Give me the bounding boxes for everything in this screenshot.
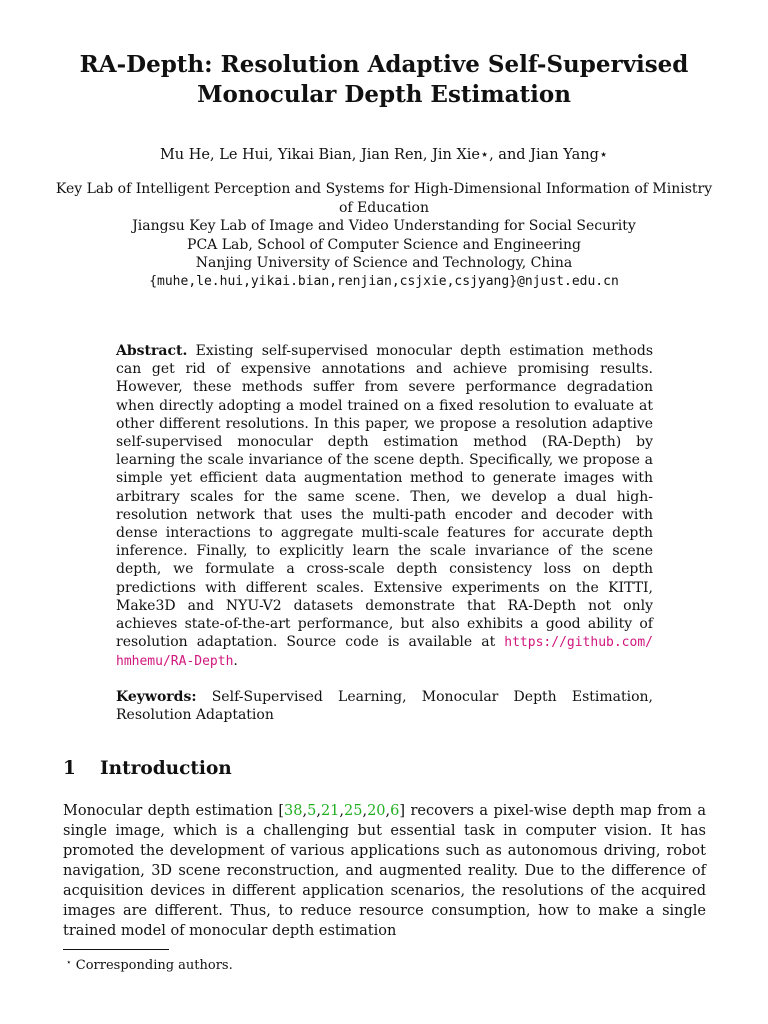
keywords-label: Keywords: <box>116 689 197 705</box>
footnote <box>66 954 233 975</box>
citation-link[interactable]: 5 <box>307 803 317 819</box>
keywords <box>116 688 653 724</box>
section-heading <box>63 757 232 781</box>
intro-text-after: ] recovers a pixel-wise depth map from a single image, which is a challenging but essential task in computer vision. It has promoted the development of various applications such as autonomous driving, robot navigation, 3D scene reconstruction, and augmented reality. Due to the difference of acquisition devices in different application scenarios, the resolutions of the acquired images are different. Thus, to reduce resource consumption, how to make a single trained model of monocular depth estimation <box>63 803 706 939</box>
citation-link[interactable]: 38 <box>284 803 303 819</box>
intro-paragraph: Monocular depth estimation [38,5,21,25,20,6] recovers a pixel-wise depth map from a single image, which is a challenging but essential task in computer vision. It has promoted the development of various applications such as autonomous driving, robot navigation, 3D scene reconstruction, and augmented reality. Due to the difference of acquisition devices in different application scenarios, the resolutions of the acquired images are different. Thus, to reduce resource consumption, how to make a single trained model of monocular depth estimation <box>63 803 706 939</box>
abstract-end: . <box>233 653 238 670</box>
footnote-text: Corresponding authors. <box>75 958 233 973</box>
paper-title-line-2: Monocular Depth Estimation <box>197 81 571 108</box>
footnote-star-icon: ⋆ <box>66 958 72 968</box>
citation-link[interactable]: 21 <box>320 803 340 819</box>
abstract-text: Existing self-supervised monocular depth estimation methods can get rid of expensive annotations and achieve promising results. However, these methods suffer from severe performance degradation when directly adopting a model trained on a fixed resolution to evaluate at other different resolutions. In this paper, we propose a resolution adaptive self-supervised monocular depth estimation method (RA-Depth) by learning the scale invariance of the scene depth. Specifically, we propose a simple yet efficient data augmentation method to generate images with arbitrary scales for the same scene. Then, we develop a dual high-resolution network that uses the multi-path encoder and decoder with dense interactions to aggregate multi-scale features for accurate depth inference. Finally, to explicitly learn the scale invariance of the scene depth, we formulate a cross-scale depth consistency loss on depth predictions with different scales. Extensive experiments on the KITTI, Make3D and NYU-V2 datasets demonstrate that RA-Depth not only achieves state-of-the-art performance, but also exhibits a good ability of resolution adaptation. Source code is available at <box>116 343 654 651</box>
source-code-link-part-1[interactable]: https://github.com/ <box>504 635 653 651</box>
paper-title <box>40 50 728 110</box>
citation-link[interactable]: 6 <box>390 803 400 819</box>
abstract <box>116 342 653 672</box>
affiliation-line: PCA Lab, School of Computer Science and Engineering <box>187 236 581 253</box>
affiliation-line: Jiangsu Key Lab of Image and Video Understanding for Social Security <box>132 218 636 234</box>
affiliations <box>50 180 718 291</box>
citation-link[interactable]: 25 <box>344 803 363 819</box>
abstract-label: Abstract. <box>116 343 188 359</box>
author-list: Mu He, Le Hui, Yikai Bian, Jian Ren, Jin Xie⋆, and Jian Yang⋆ <box>159 147 609 163</box>
section-title: Introduction <box>100 758 232 779</box>
affiliation-line: Key Lab of Intelligent Perception and Systems for High-Dimensional Information of Ministry of Education <box>55 181 713 216</box>
author-emails: {muhe,le.hui,yikai.bian,renjian,csjxie,csjyang}@njust.edu.cn <box>149 273 619 289</box>
source-code-link-part-2[interactable]: hmhemu/RA-Depth <box>116 654 234 670</box>
paper-title-line-1: RA-Depth: Resolution Adaptive Self-Supervised <box>79 51 689 78</box>
keywords-text: Self-Supervised Learning, Monocular Depth Estimation, Resolution Adaptation <box>116 689 653 724</box>
footnote-divider <box>63 949 169 950</box>
citation-link[interactable]: 20 <box>367 803 386 819</box>
section-number: 1 <box>63 758 76 779</box>
intro-text-before: Monocular depth estimation [ <box>63 803 285 819</box>
affiliation-line: Nanjing University of Science and Technology, China <box>195 255 573 271</box>
